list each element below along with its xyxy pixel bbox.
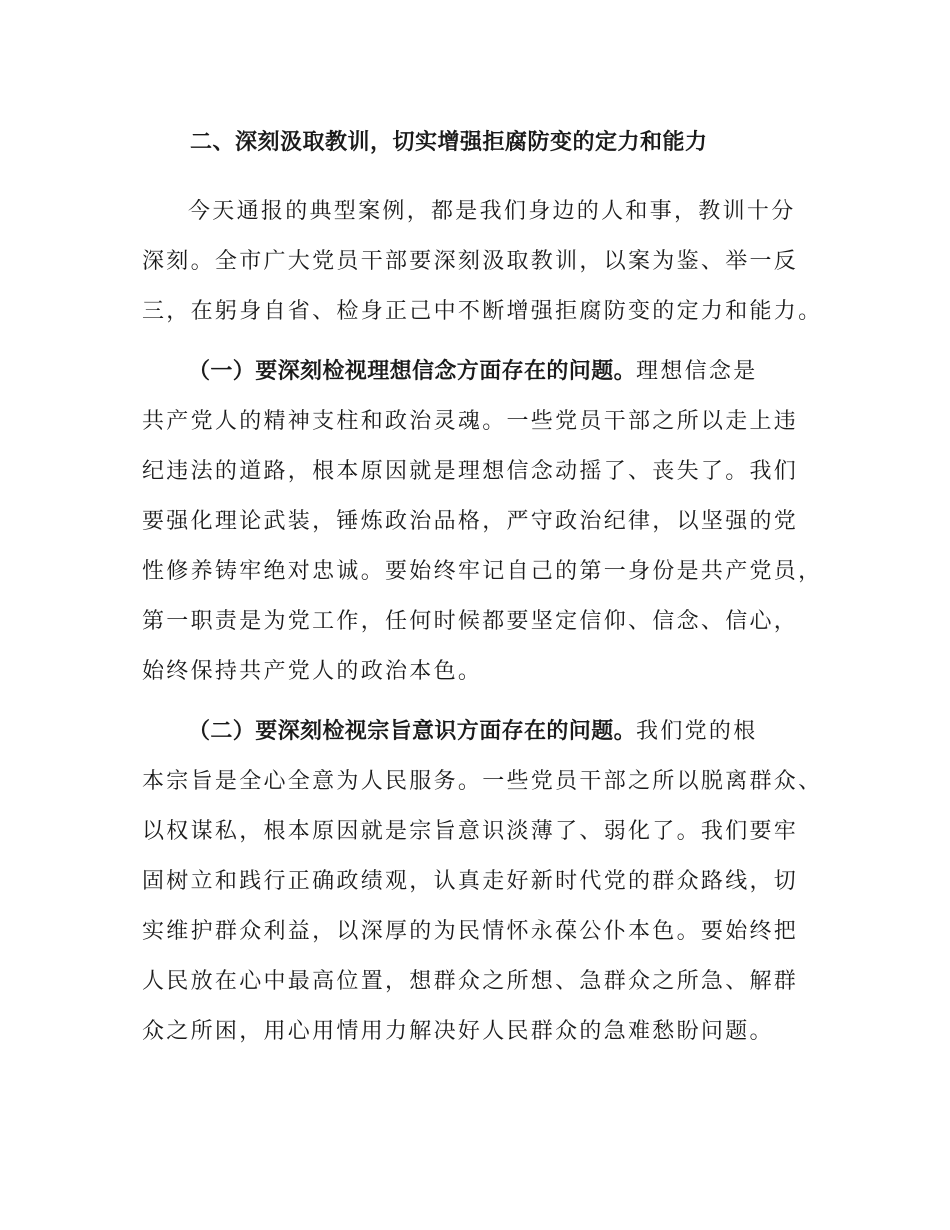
paragraph-line: 固树立和践行正确政绩观，认真走好新时代党的群众路线，切	[142, 869, 799, 894]
paragraph-line: 今天通报的典型案例，都是我们身边的人和事，教训十分	[188, 199, 796, 224]
paragraph-line: 深刻。全市广大党员干部要深刻汲取教训，以案为鉴、举一反	[142, 249, 799, 274]
paragraph-line: 性修养铸牢绝对忠诚。要始终牢记自己的第一身份是共产党员，	[142, 559, 823, 584]
paragraph-line-rest: 理想信念是	[636, 359, 758, 384]
paragraph-purpose	[142, 707, 822, 1057]
paragraph-line: 纪违法的道路，根本原因就是理想信念动摇了、丧失了。我们	[142, 459, 799, 484]
paragraph-first-line	[142, 707, 822, 757]
subheading-purpose: （二）要深刻检视宗旨意识方面存在的问题。	[188, 719, 637, 744]
paragraph-line: 以权谋私，根本原因就是宗旨意识淡薄了、弱化了。我们要牢	[142, 819, 799, 844]
paragraph-line: 要强化理论武装，锤炼政治品格，严守政治纪律，以坚强的党	[142, 509, 799, 534]
paragraph-line: 人民放在心中最高位置，想群众之所想、急群众之所急、解群	[142, 969, 799, 994]
paragraph-line: 共产党人的精神支柱和政治灵魂。一些党员干部之所以走上违	[142, 409, 799, 434]
paragraph-intro	[142, 187, 822, 337]
subheading-ideals: （一）要深刻检视理想信念方面存在的问题。	[188, 359, 637, 384]
paragraph-line: 实维护群众利益，以深厚的为民情怀永葆公仆本色。要始终把	[142, 919, 799, 944]
paragraph-line: 第一职责是为党工作，任何时候都要坚定信仰、信念、信心，	[142, 609, 799, 634]
paragraph-line: 始终保持共产党人的政治本色。	[142, 659, 483, 684]
paragraph-ideals	[142, 347, 822, 697]
section-heading: 二、深刻汲取教训，切实增强拒腐防变的定力和能力	[190, 130, 708, 155]
paragraph-line: 本宗旨是全心全意为人民服务。一些党员干部之所以脱离群众、	[142, 769, 823, 794]
paragraph-line: 众之所困，用心用情用力解决好人民群众的急难愁盼问题。	[142, 1019, 774, 1044]
paragraph-line: 三，在躬身自省、检身正己中不断增强拒腐防变的定力和能力。	[142, 299, 823, 324]
paragraph-first-line	[142, 347, 822, 397]
paragraph-line-rest: 我们党的根	[636, 719, 758, 744]
